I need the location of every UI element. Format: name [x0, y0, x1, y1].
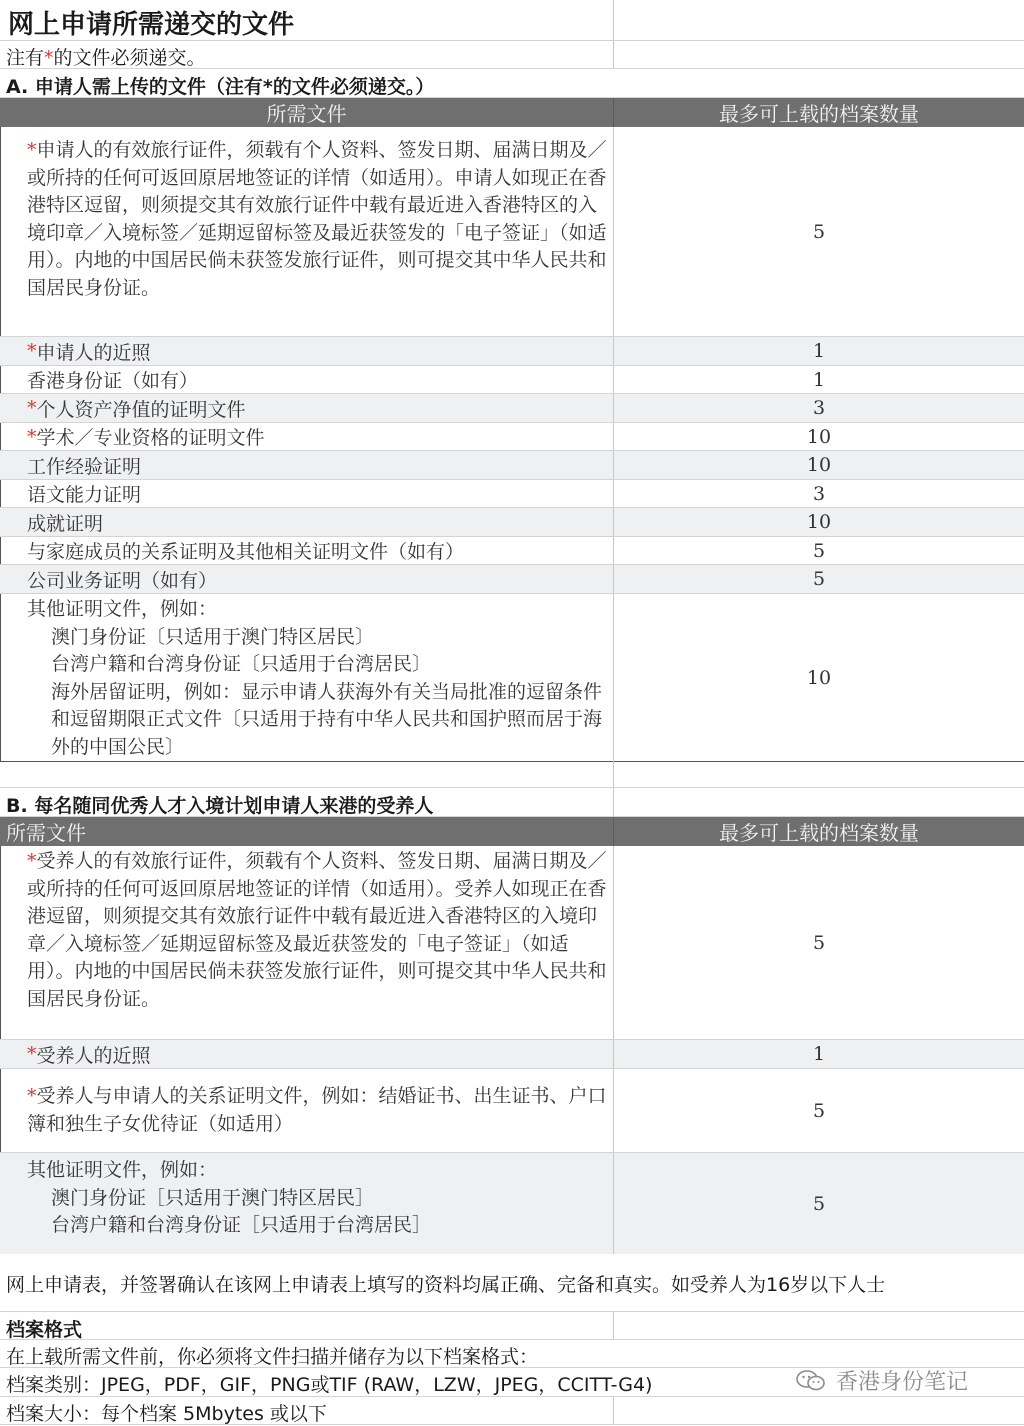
others-item: 澳门身份证〔只适用于澳门特区居民〕 — [51, 625, 375, 648]
required-star: * — [27, 425, 37, 448]
column-header-max-files: 最多可上载的档案数量 — [719, 102, 919, 126]
section-a-header — [0, 98, 1024, 127]
table-row — [0, 1040, 1024, 1069]
others-item: 澳门身份证［只适用于澳门特区居民］ — [51, 1186, 375, 1209]
watermark-text: 香港身份笔记 — [836, 1370, 969, 1395]
count-cell: 5 — [812, 568, 826, 590]
required-note: 注有*的文件必须递交。 — [0, 41, 614, 68]
table-row — [0, 537, 1024, 565]
required-star: * — [27, 850, 37, 872]
column-header-documents: 所需文件 — [0, 98, 614, 127]
file-format-size-row — [0, 1397, 1024, 1425]
declaration-text: 网上申请表，并签署确认在该网上申请表上填写的资料均属正确、完备和真实。如受养人为16岁以下人士 — [6, 1274, 886, 1296]
count-cell: 10 — [806, 454, 832, 476]
table-row — [0, 451, 1024, 480]
table-row — [0, 366, 1024, 394]
table-row — [0, 423, 1024, 451]
count-cell: 10 — [806, 667, 832, 689]
document-cell: *申请人的有效旅行证件，须载有个人资料、签发日期、届满日期及／或所持的任何可返回原居地签证的详情（如适用）。申请人如现正在香港特区逗留，则须提交其有效旅行证件中载有最近进入香港特区的入境印章／入境标签／延期逗留标签及最近获签发的「电子签证」（如适用）。内地的中国居民倘未获签发旅行证件，则可提交其中华人民共和国居民身份证。 — [0, 127, 614, 336]
required-star: * — [27, 1085, 37, 1107]
watermark — [796, 1365, 968, 1396]
table-row-others — [0, 1153, 1024, 1254]
document-cell: 工作经验证明 — [0, 451, 614, 479]
count-cell: 3 — [812, 397, 826, 419]
required-star: * — [27, 397, 37, 419]
section-b-title-row — [0, 788, 1024, 817]
table-row — [0, 337, 1024, 366]
document-cell: 与家庭成员的关系证明及其他相关证明文件（如有） — [0, 537, 614, 564]
file-format-intro: 在上载所需文件前，你必须将文件扫描并储存为以下档案格式： — [6, 1346, 539, 1368]
document-cell: *受养人与申请人的关系证明文件，例如：结婚证书、出生证书、户口簿和独生子女优待证（如适用） — [0, 1069, 614, 1152]
count-cell: 5 — [812, 220, 826, 243]
section-b-header — [0, 817, 1024, 846]
count-cell: 1 — [812, 1043, 826, 1065]
required-star: * — [44, 47, 54, 69]
table-row — [0, 846, 1024, 1040]
required-star: * — [27, 139, 37, 161]
document-cell: * 个人资产净值的证明文件 — [0, 394, 614, 422]
file-format-title: 档案格式 — [0, 1312, 614, 1339]
required-star: * — [27, 340, 37, 362]
section-a-title-row — [0, 69, 1024, 98]
document-cell: 其他证明文件，例如： 澳门身份证〔只适用于澳门特区居民〕 台湾户籍和台湾身份证〔只适用于台湾居民〕 海外居留证明，例如：显示申请人获海外有关当局批准的逗留条件和逗留期限正式文件〔只适用于持有中华人民共和国护照而居于海外的中国公民〕 — [0, 594, 614, 762]
others-item: 台湾户籍和台湾身份证［只适用于台湾居民］ — [51, 1214, 432, 1236]
document-cell: 成就证明 — [0, 508, 614, 536]
count-cell: 5 — [812, 539, 826, 562]
document-cell: 语文能力证明 — [0, 480, 614, 507]
document-cell: * 学术／专业资格的证明文件 — [0, 423, 614, 450]
table-row — [0, 1069, 1024, 1153]
column-header-documents: 所需文件 — [0, 817, 614, 846]
file-format-types: 档案类别：JPEG，PDF，GIF，PNG或TIF (RAW，LZW，JPEG，CCITT-G4) — [6, 1374, 653, 1396]
section-b-title: B. 每名随同优秀人才入境计划申请人来港的受养人 — [0, 788, 614, 816]
table-row — [0, 394, 1024, 423]
wechat-icon — [796, 1369, 826, 1393]
count-cell: 10 — [806, 511, 832, 533]
file-format-size: 档案大小：每个档案 5Mbytes 或以下 — [0, 1397, 614, 1424]
document-cell: 香港身份证（如有） — [0, 366, 614, 393]
count-cell: 1 — [812, 340, 826, 362]
document-cell: *受养人的有效旅行证件，须载有个人资料、签发日期、届满日期及／或所持的任何可返回原居地签证的详情（如适用）。受养人如现正在香港逗留，则须提交其有效旅行证件中载有最近进入香港特区的入境印章／入境标签／延期逗留标签及最近获签发的「电子签证」（如适用）。内地的中国居民倘未获签发旅行证件，则可提交其中华人民共和国居民身份证。 — [0, 846, 614, 1039]
declaration-row — [0, 1254, 1024, 1312]
table-row-others — [0, 594, 1024, 762]
note-row — [0, 41, 1024, 69]
spacer-row — [0, 762, 1024, 788]
count-cell: 1 — [812, 368, 826, 391]
table-row — [0, 127, 1024, 337]
section-a-title: A. 申请人需上传的文件（注有*的文件必须递交。） — [6, 76, 435, 98]
count-cell: 5 — [812, 931, 826, 954]
table-row — [0, 508, 1024, 537]
document-cell: 公司业务证明（如有） — [0, 565, 614, 593]
page-title: 网上申请所需递交的文件 — [0, 0, 614, 40]
document-cell: * 受养人的近照 — [0, 1040, 614, 1068]
required-star: * — [27, 1043, 37, 1065]
count-cell: 5 — [812, 1099, 826, 1122]
document-cell: 其他证明文件，例如： 澳门身份证［只适用于澳门特区居民］ 台湾户籍和台湾身份证［只适用于台湾居民］ — [0, 1153, 614, 1254]
count-cell: 3 — [812, 482, 826, 505]
others-item: 海外居留证明，例如：显示申请人获海外有关当局批准的逗留条件和逗留期限正式文件〔只适用于持有中华人民共和国护照而居于海外的中国公民〕 — [51, 680, 603, 758]
file-format-intro-row — [0, 1340, 1024, 1368]
document-cell: * 申请人的近照 — [0, 337, 614, 365]
table-row — [0, 480, 1024, 508]
table-row — [0, 565, 1024, 594]
file-format-title-row — [0, 1312, 1024, 1340]
column-header-max-files: 最多可上载的档案数量 — [719, 821, 919, 845]
others-item: 台湾户籍和台湾身份证〔只适用于台湾居民〕 — [51, 653, 432, 675]
title-row — [0, 0, 1024, 41]
count-cell: 10 — [806, 425, 832, 448]
count-cell: 5 — [812, 1192, 826, 1215]
